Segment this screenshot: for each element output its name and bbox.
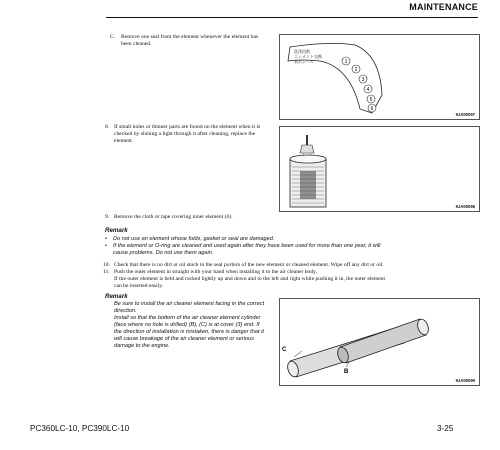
seal-number: 1 (344, 59, 348, 65)
seal-number: 4 (366, 87, 370, 93)
step-10-text: Check that there is no dirt or oil stuck to the seal portion of the new element or cleaned element. Wipe off any dirt or oil. (114, 262, 384, 268)
seal-text-line: 洗浄回数 (294, 49, 310, 54)
remark-bullets (105, 236, 480, 257)
remark-bullet: • Do not use an element whose folds, gasket or seal are damaged. (105, 236, 275, 242)
step-10-label: 10. (103, 262, 110, 268)
seal-text-line: エレメント交換 (294, 54, 322, 59)
figure-seal (279, 34, 480, 120)
header-rule (106, 17, 478, 18)
step-9-label: 9. (105, 214, 110, 220)
seal-number: 5 (369, 97, 373, 103)
remark-title: Remark (105, 227, 128, 234)
figure-code: 9JA00097 (455, 112, 475, 117)
section-title: MAINTENANCE (409, 2, 478, 12)
step-8-label: 8. (105, 124, 110, 130)
seal-number: 3 (361, 77, 365, 83)
figure-code: 9JA00099 (455, 378, 475, 383)
label-c: C (282, 347, 287, 353)
label-b: B (344, 369, 349, 375)
seal-illustration (280, 35, 479, 119)
remark-text: Be sure to install the air cleaner element facing in the correct direction. Install so that the bottom of the air cleaner element cylinder (face where no hole is drilled) (B), (C) is at cover (3) end. If the direction of installation is mistaken, there is danger that it will cause breakage of the air cleaner element or serious damage to the engine. (114, 301, 265, 349)
step-c-label: C. (110, 34, 116, 40)
figure-install-direction (279, 298, 480, 386)
page-number: 3-25 (437, 424, 454, 433)
figure-light-check (279, 126, 480, 212)
step-11-label: 11. (103, 269, 110, 275)
remark-title: Remark (105, 293, 128, 300)
footer-models: PC360LC-10, PC390LC-10 (30, 424, 130, 433)
step-c-text: Remove one seal from the element whenever the element has been cleaned. (121, 34, 259, 48)
element-light-illustration (280, 127, 479, 211)
step-11-text: Push the outer element in straight with your hand when installing it to the air cleaner body. If the outer element is held and rocked lightly up and down and to the left and right while pushing it in, the outer element can be inserted easily. (114, 269, 386, 290)
remark-bullet: • If the element or O-ring are cleaned and used again after they have been used for more than one year, it will cause problems. Do not use them again. (105, 243, 381, 256)
seal-text-line: 表示シール (294, 59, 314, 64)
seal-number: 6 (370, 106, 374, 112)
element-install-illustration (280, 299, 479, 385)
step-9-text: Remove the cloth or tape covering inner element (6). (114, 214, 233, 220)
figure-code: 9JA00098 (455, 204, 475, 209)
step-8-text: If small holes or thinner parts are found on the element when it is checked by shining a light through it after cleaning, replace the element. (114, 124, 261, 145)
seal-number: 2 (354, 67, 358, 73)
